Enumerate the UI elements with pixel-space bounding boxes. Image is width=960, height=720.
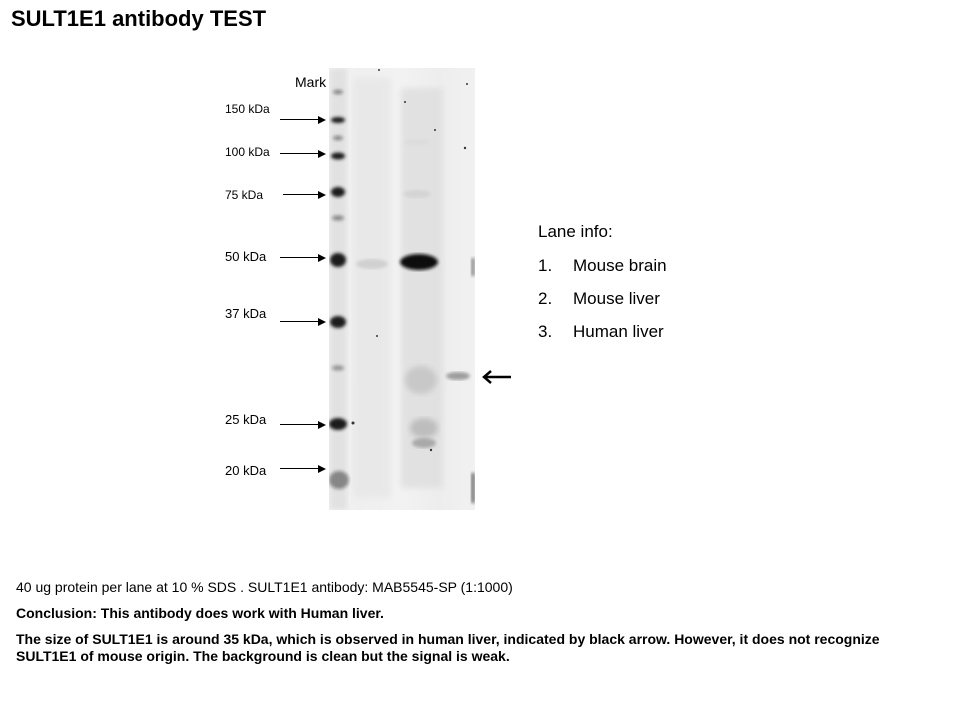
- marker-label-37: 37 kDa: [225, 306, 267, 321]
- lane-info-heading: Lane info:: [538, 222, 613, 241]
- marker-arrow: [280, 424, 320, 425]
- marker-band: [330, 253, 346, 267]
- marker-band: [329, 471, 349, 489]
- arrow-right-icon: [318, 116, 326, 124]
- page-title: SULT1E1 antibody TEST: [11, 6, 267, 31]
- footer-notes: [16, 579, 936, 674]
- lane-3-target-band: [446, 372, 470, 380]
- arrow-right-icon: [318, 421, 326, 429]
- marker-label-20: 20 kDa: [225, 463, 267, 478]
- marker-arrow: [280, 468, 320, 469]
- marker-label-75: 75 kDa: [225, 188, 264, 202]
- western-blot-image: [329, 68, 475, 510]
- marker-band: [331, 117, 345, 123]
- conclusion-text: Conclusion: This antibody does work with Human liver.: [16, 605, 384, 621]
- lane-info-panel: [538, 222, 667, 355]
- marker-label-100: 100 kDa: [225, 145, 270, 159]
- marker-band: [330, 316, 346, 328]
- target-band-arrow-icon: [481, 368, 513, 386]
- details-text: The size of SULT1E1 is around 35 kDa, which is observed in human liver, indicated by black arrow. However, it does not recognize SULT1E1 of mouse origin. The background is clean but the signal is weak.: [16, 631, 880, 664]
- lane-1-mouse-brain: [353, 78, 391, 498]
- marker-band: [331, 153, 345, 160]
- marker-label-25: 25 kDa: [225, 412, 267, 427]
- lane-number: 2.: [538, 289, 553, 308]
- marker-arrow: [283, 194, 320, 195]
- lane-2-strong-band: [400, 254, 438, 270]
- marker-label-150: 150 kDa: [225, 102, 270, 116]
- marker-lane-label: Mark: [295, 74, 327, 90]
- lane-info-item: [538, 256, 667, 276]
- marker-arrow: [280, 321, 320, 322]
- arrow-right-icon: [318, 254, 326, 262]
- marker-arrow: [280, 257, 320, 258]
- lane-info-item: [538, 289, 667, 309]
- lane-name: Mouse liver: [573, 289, 660, 308]
- marker-label-50: 50 kDa: [225, 249, 267, 264]
- lane-number: 3.: [538, 322, 553, 341]
- lane-name: Human liver: [573, 322, 664, 341]
- marker-arrow: [280, 119, 320, 120]
- arrow-right-icon: [318, 191, 326, 199]
- arrow-right-icon: [318, 318, 326, 326]
- marker-band: [329, 418, 347, 430]
- marker-arrow: [280, 153, 320, 154]
- marker-band: [331, 187, 345, 197]
- method-text: 40 ug protein per lane at 10 % SDS . SULT1E1 antibody: MAB5545-SP (1:1000): [16, 579, 513, 595]
- arrow-right-icon: [318, 150, 326, 158]
- lane-info-item: [538, 322, 667, 342]
- lane-number: 1.: [538, 256, 553, 275]
- lane-name: Mouse brain: [573, 256, 667, 275]
- arrow-right-icon: [318, 465, 326, 473]
